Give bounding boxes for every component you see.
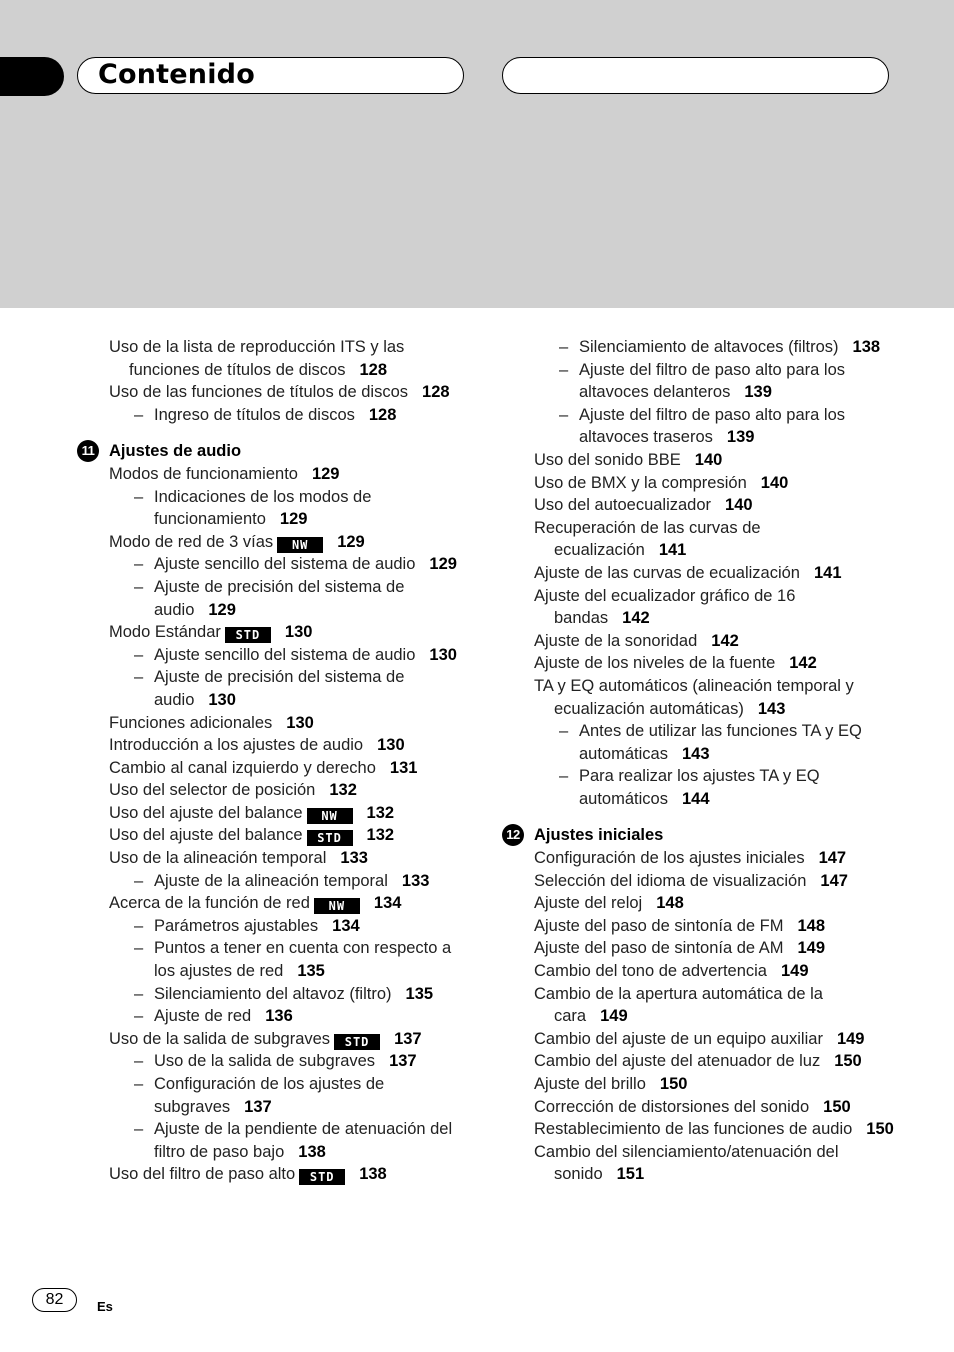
toc-left-column bbox=[81, 336, 469, 1186]
toc-entry-text: Ajuste del paso de sintonía de AM bbox=[534, 939, 784, 958]
toc-entry-text: Ajuste sencillo del sistema de audio bbox=[154, 645, 416, 664]
toc-entry[interactable] bbox=[534, 652, 894, 675]
toc-page-number: 149 bbox=[780, 962, 809, 981]
toc-entry-text: Uso del sonido BBE bbox=[534, 450, 681, 469]
section-title: Ajustes iniciales bbox=[534, 826, 664, 845]
toc-entry-text: Ajuste del paso de sintonía de FM bbox=[534, 916, 784, 935]
toc-entry-text: Restablecimiento de las funciones de audio bbox=[534, 1120, 853, 1139]
toc-page-number: 142 bbox=[789, 654, 817, 673]
toc-entry-text: Modos de funcionamiento bbox=[109, 464, 298, 483]
toc-subentry[interactable] bbox=[109, 486, 469, 531]
toc-entry-text: Configuración de los ajustes de subgraves bbox=[154, 1075, 385, 1116]
toc-subentry[interactable] bbox=[109, 983, 469, 1006]
toc-entry-text: Ajuste del reloj bbox=[534, 894, 643, 913]
section-heading[interactable] bbox=[506, 824, 894, 847]
toc-entry[interactable] bbox=[534, 1050, 894, 1073]
toc-entry-text: Uso del filtro de paso alto bbox=[109, 1165, 296, 1184]
toc-subentry[interactable] bbox=[109, 1073, 469, 1118]
toc-entry[interactable] bbox=[534, 915, 894, 938]
toc-entry[interactable] bbox=[534, 1118, 894, 1141]
toc-entry-text: Uso de la lista de reproducción ITS y las funciones de títulos de discos bbox=[109, 338, 405, 379]
toc-entry-text: Ajuste de precisión del sistema de audio bbox=[154, 577, 405, 619]
toc-page-number: 132 bbox=[329, 781, 357, 800]
toc-subentry[interactable] bbox=[534, 336, 894, 359]
empty-title-box bbox=[502, 57, 889, 94]
toc-entry-text: Puntos a tener en cuenta con respecto a los ajustes de red bbox=[154, 939, 452, 981]
toc-entry[interactable] bbox=[534, 1073, 894, 1096]
toc-page-number: 129 bbox=[208, 600, 236, 619]
toc-page-number: 130 bbox=[377, 736, 405, 755]
toc-page-number: 130 bbox=[286, 713, 314, 732]
toc-page-number: 141 bbox=[658, 541, 687, 560]
section-tab bbox=[0, 57, 64, 96]
std-mode-badge: STD bbox=[299, 1169, 345, 1185]
toc-subentry[interactable] bbox=[534, 404, 894, 449]
section-heading[interactable] bbox=[81, 440, 469, 463]
toc-entry-text: Cambio del ajuste del atenuador de luz bbox=[534, 1052, 821, 1071]
toc-entry-text: Indicaciones de los modos de funcionamiento bbox=[154, 487, 372, 529]
toc-subentry[interactable] bbox=[109, 404, 469, 427]
nw-mode-badge: NW bbox=[277, 537, 323, 553]
toc-entry-text: Parámetros ajustables bbox=[154, 916, 319, 935]
toc-entry-text: Modo Estándar bbox=[109, 623, 221, 642]
toc-entry-text: Antes de utilizar las funciones TA y EQ automáticas bbox=[579, 722, 862, 763]
toc-entry-text: Ajuste del filtro de paso alto para los altavoces traseros bbox=[579, 405, 845, 447]
toc-page-number: 128 bbox=[422, 383, 450, 402]
toc-page-number: 129 bbox=[279, 510, 308, 529]
toc-entry[interactable] bbox=[534, 517, 894, 562]
toc-entry-text: Ajuste de red bbox=[154, 1007, 252, 1026]
toc-entry-text: Uso del ajuste del balance bbox=[109, 826, 303, 845]
dash-marker: – bbox=[559, 405, 569, 424]
toc-page-number: 132 bbox=[366, 803, 395, 822]
toc-page-number: 147 bbox=[820, 871, 848, 890]
toc-page-number: 150 bbox=[823, 1097, 851, 1116]
page-number: 82 bbox=[32, 1288, 77, 1312]
dash-marker: – bbox=[134, 1075, 144, 1093]
toc-subentry[interactable] bbox=[109, 553, 469, 576]
toc-entry-text: Ajuste sencillo del sistema de audio bbox=[154, 555, 416, 574]
dash-marker: – bbox=[134, 939, 144, 958]
toc-page-number: 142 bbox=[622, 609, 650, 628]
toc-entry[interactable] bbox=[534, 494, 894, 517]
dash-marker: – bbox=[134, 984, 144, 1003]
toc-entry[interactable] bbox=[109, 381, 469, 404]
toc-entry-text: Uso de la alineación temporal bbox=[109, 849, 327, 868]
toc-entry-text: Cambio del ajuste de un equipo auxiliar bbox=[534, 1029, 823, 1048]
toc-page-number: 129 bbox=[311, 464, 340, 483]
toc-entry-text: Cambio de la apertura automática de la cara bbox=[534, 984, 823, 1026]
toc-page-number: 147 bbox=[818, 849, 847, 868]
toc-entry[interactable] bbox=[109, 463, 469, 486]
toc-page-number: 150 bbox=[659, 1075, 688, 1093]
toc-page-number: 134 bbox=[332, 916, 360, 935]
toc-page-number: 149 bbox=[797, 939, 826, 958]
nw-mode-badge: NW bbox=[314, 898, 360, 914]
toc-subentry[interactable] bbox=[109, 576, 469, 621]
dash-marker: – bbox=[134, 577, 144, 596]
dash-marker: – bbox=[134, 487, 144, 506]
dash-marker: – bbox=[559, 767, 569, 786]
toc-page-number: 130 bbox=[429, 645, 457, 664]
toc-entry-text: Uso del selector de posición bbox=[109, 781, 316, 800]
toc-page-number: 130 bbox=[284, 623, 313, 642]
toc-entry-text: Ajuste de la pendiente de atenuación del filtro de paso bajo bbox=[154, 1120, 453, 1161]
toc-page-number: 133 bbox=[401, 871, 430, 890]
toc-entry-text: Uso del ajuste del balance bbox=[109, 803, 303, 822]
dash-marker: – bbox=[559, 360, 569, 379]
toc-page-number: 135 bbox=[405, 984, 434, 1003]
toc-entry[interactable] bbox=[109, 336, 469, 381]
toc-entry[interactable] bbox=[109, 847, 469, 870]
toc-entry[interactable] bbox=[109, 734, 469, 757]
toc-subentry[interactable] bbox=[109, 937, 469, 982]
toc-entry[interactable] bbox=[109, 779, 469, 802]
toc-entry[interactable] bbox=[109, 1028, 469, 1051]
toc-page-number: 137 bbox=[244, 1097, 272, 1116]
toc-page-number: 138 bbox=[298, 1142, 326, 1161]
toc-entry-text: Configuración de los ajustes iniciales bbox=[534, 849, 805, 868]
section-number-badge: 11 bbox=[77, 440, 99, 462]
dash-marker: – bbox=[559, 338, 569, 356]
dash-marker: – bbox=[134, 555, 144, 574]
toc-entry[interactable] bbox=[534, 585, 894, 630]
toc-entry-text: Cambio al canal izquierdo y derecho bbox=[109, 758, 376, 777]
toc-entry[interactable] bbox=[109, 892, 469, 915]
toc-page-number: 143 bbox=[757, 699, 786, 718]
toc-entry-text: Ajuste de las curvas de ecualización bbox=[534, 563, 800, 582]
toc-subentry[interactable] bbox=[109, 870, 469, 893]
toc-entry-text: Acerca de la función de red bbox=[109, 894, 310, 913]
toc-entry-text: Funciones adicionales bbox=[109, 713, 273, 732]
toc-page-number: 128 bbox=[368, 405, 397, 424]
toc-page-number: 141 bbox=[813, 563, 842, 582]
toc-subentry[interactable] bbox=[534, 765, 894, 810]
language-label: Es bbox=[97, 1299, 113, 1314]
toc-entry-text: Uso de la salida de subgraves bbox=[154, 1052, 376, 1071]
toc-subentry[interactable] bbox=[534, 359, 894, 404]
std-mode-badge: STD bbox=[307, 830, 353, 846]
dash-marker: – bbox=[134, 916, 144, 935]
toc-entry-text: Uso de las funciones de títulos de discos bbox=[109, 383, 409, 402]
toc-entry-text: Para realizar los ajustes TA y EQ automáticos bbox=[579, 767, 820, 808]
toc-entry-text: Ajuste del brillo bbox=[534, 1075, 646, 1093]
toc-page-number: 131 bbox=[389, 758, 418, 777]
toc-page-number: 150 bbox=[834, 1052, 862, 1071]
dash-marker: – bbox=[134, 405, 144, 424]
std-mode-badge: STD bbox=[225, 627, 271, 643]
toc-page-number: 137 bbox=[389, 1052, 417, 1071]
toc-entry-text: Ajuste del filtro de paso alto para los altavoces delanteros bbox=[579, 360, 845, 402]
toc-entry[interactable] bbox=[534, 675, 894, 720]
toc-entry-text: Recuperación de las curvas de ecualización bbox=[534, 518, 761, 560]
toc-entry[interactable] bbox=[534, 472, 894, 495]
dash-marker: – bbox=[134, 645, 144, 664]
dash-marker: – bbox=[134, 1007, 144, 1026]
page-title: Contenido bbox=[98, 59, 255, 90]
toc-page-number: 138 bbox=[852, 338, 881, 356]
toc-entry[interactable] bbox=[109, 824, 469, 847]
toc-entry[interactable] bbox=[534, 937, 894, 960]
dash-marker: – bbox=[134, 1052, 144, 1071]
dash-marker: – bbox=[559, 722, 569, 741]
toc-entry[interactable] bbox=[109, 757, 469, 780]
toc-subentry[interactable] bbox=[109, 644, 469, 667]
toc-entry[interactable] bbox=[534, 449, 894, 472]
toc-page-number: 140 bbox=[725, 496, 753, 515]
toc-page-number: 149 bbox=[600, 1007, 628, 1026]
toc-entry-text: Ajuste de la sonoridad bbox=[534, 631, 698, 650]
toc-page-number: 130 bbox=[208, 690, 236, 709]
nw-mode-badge: NW bbox=[307, 808, 353, 824]
toc-page-number: 148 bbox=[797, 916, 826, 935]
dash-marker: – bbox=[134, 1120, 144, 1139]
toc-entry-text: TA y EQ automáticos (alineación temporal y ecualización automáticas) bbox=[534, 676, 854, 718]
toc-entry-text: Cambio del silenciamiento/atenuación del sonido bbox=[534, 1142, 839, 1184]
toc-subentry[interactable] bbox=[109, 1050, 469, 1073]
toc-page-number: 140 bbox=[694, 450, 723, 469]
toc-page-number: 151 bbox=[616, 1165, 645, 1184]
toc-page-number: 144 bbox=[681, 789, 710, 808]
toc-entry-text: Uso del autoecualizador bbox=[534, 496, 712, 515]
toc-page-number: 139 bbox=[744, 383, 772, 402]
title-box bbox=[77, 57, 464, 94]
toc-entry-text: Ingreso de títulos de discos bbox=[154, 405, 355, 424]
toc-entry-text: Ajuste del ecualizador gráfico de 16 bandas bbox=[534, 586, 796, 628]
toc-entry-text: Ajuste de la alineación temporal bbox=[154, 871, 388, 890]
toc-subentry[interactable] bbox=[109, 1005, 469, 1028]
toc-entry[interactable] bbox=[109, 712, 469, 735]
toc-entry[interactable] bbox=[534, 960, 894, 983]
toc-page-number: 135 bbox=[297, 962, 325, 981]
section-number-badge: 12 bbox=[502, 824, 524, 846]
toc-subentry[interactable] bbox=[109, 1118, 469, 1163]
toc-page-number: 148 bbox=[656, 894, 684, 913]
toc-entry[interactable] bbox=[534, 870, 894, 893]
toc-entry[interactable] bbox=[534, 983, 894, 1028]
std-mode-badge: STD bbox=[334, 1034, 380, 1050]
toc-right-column bbox=[506, 336, 894, 1186]
toc-entry-text: Ajuste de precisión del sistema de audio bbox=[154, 668, 405, 709]
toc-subentry[interactable] bbox=[109, 666, 469, 711]
dash-marker: – bbox=[134, 871, 144, 890]
toc-subentry[interactable] bbox=[534, 720, 894, 765]
dash-marker: – bbox=[134, 668, 144, 687]
toc-entry-text: Modo de red de 3 vías bbox=[109, 532, 274, 551]
toc-entry-text: Ajuste de los niveles de la fuente bbox=[534, 654, 776, 673]
toc-entry-text: Uso de la salida de subgraves bbox=[109, 1029, 331, 1048]
toc-entry[interactable] bbox=[109, 531, 469, 554]
section-title: Ajustes de audio bbox=[109, 442, 242, 461]
toc-page-number: 136 bbox=[265, 1007, 293, 1026]
toc-entry[interactable] bbox=[534, 562, 894, 585]
toc-entry[interactable] bbox=[534, 1028, 894, 1051]
toc-page-number: 129 bbox=[429, 555, 457, 574]
toc-page-number: 134 bbox=[373, 894, 402, 913]
toc-entry[interactable] bbox=[534, 892, 894, 915]
toc-page-number: 142 bbox=[711, 631, 739, 650]
toc-entry-text: Corrección de distorsiones del sonido bbox=[534, 1097, 810, 1116]
toc-entry[interactable] bbox=[534, 1096, 894, 1119]
toc-entry[interactable] bbox=[109, 802, 469, 825]
toc-entry[interactable] bbox=[534, 630, 894, 653]
toc-entry-text: Cambio del tono de advertencia bbox=[534, 962, 767, 981]
toc-page-number: 132 bbox=[366, 826, 395, 845]
toc-page-number: 143 bbox=[681, 744, 710, 763]
toc-entry-text: Introducción a los ajustes de audio bbox=[109, 736, 364, 755]
toc-page-number: 149 bbox=[836, 1029, 865, 1048]
toc-subentry[interactable] bbox=[109, 915, 469, 938]
toc-page-number: 140 bbox=[760, 473, 789, 492]
toc-entry-text: Silenciamiento del altavoz (filtro) bbox=[154, 984, 392, 1003]
toc-page-number: 139 bbox=[726, 428, 755, 447]
toc-entry-text: Silenciamiento de altavoces (filtros) bbox=[579, 338, 839, 356]
toc-entry[interactable] bbox=[534, 847, 894, 870]
toc-entry[interactable] bbox=[534, 1141, 894, 1186]
toc-page-number: 129 bbox=[337, 532, 365, 551]
toc-page-number: 137 bbox=[394, 1029, 422, 1048]
toc-page-number: 133 bbox=[340, 849, 368, 868]
toc-page-number: 138 bbox=[359, 1165, 387, 1184]
toc-page-number: 128 bbox=[359, 360, 387, 379]
header-band bbox=[0, 0, 954, 308]
toc-page-number: 150 bbox=[866, 1120, 894, 1139]
toc-entry-text: Uso de BMX y la compresión bbox=[534, 473, 747, 492]
toc-entry-text: Selección del idioma de visualización bbox=[534, 871, 807, 890]
toc-entry[interactable] bbox=[109, 621, 469, 644]
toc-entry[interactable] bbox=[109, 1163, 469, 1186]
